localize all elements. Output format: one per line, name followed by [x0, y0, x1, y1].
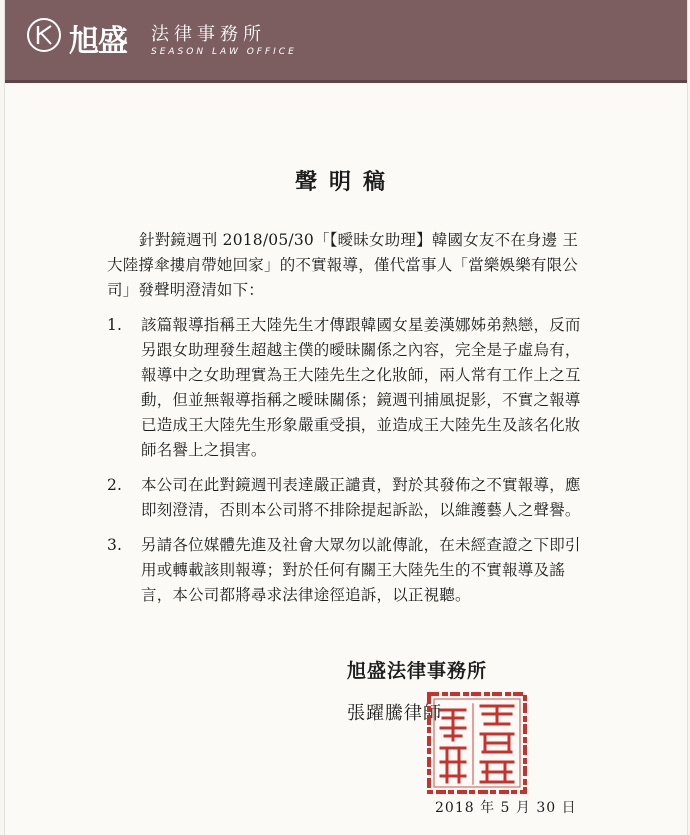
lawyer-seal-stamp [425, 690, 529, 796]
document-page [4, 0, 688, 835]
brand-name: 旭盛 [69, 24, 127, 59]
item-text: 另請各位媒體先進及社會大眾勿以訛傳訛，在未經查證之下即引用或轉載該則報導；對於任何有關王大陸先生的不實報導及謠言，本公司都將尋求法律途徑追訴，以正視聽。 [141, 536, 581, 604]
document-title: 聲明稿 [294, 169, 397, 195]
item-text: 本公司在此對鏡週刊表達嚴正譴責，對於其發佈之不實報導，應即刻澄清，否則本公司將不排除提起訴訟，以維護藝人之聲譽。 [141, 476, 581, 519]
item-number: 3. [107, 536, 123, 554]
intro-paragraph: 針對鏡週刊 2018/05/30「【曖昧女助理】韓國女友不在身邊 王大陸撐傘摟肩帶她回家」的不實報導，僅代當事人「當樂娛樂有限公司」發聲明澄清如下： [107, 231, 579, 299]
item-number: 1. [107, 316, 123, 334]
document-date: 2018 年 5 月 30 日 [435, 800, 577, 816]
statement-item [107, 473, 581, 523]
item-text: 該篇報導指稱王大陸先生才傳跟韓國女星姜漢娜姊弟熱戀，反而另跟女助理發生超越主僕的曖昧關係之內容，完全是子虛烏有，報導中之女助理實為王大陸先生之化妝師，兩人常有工作上之互動，但並無報導指稱之曖昧關係；鏡週刊捕風捉影，不實之報導已造成王大陸先生形象嚴重受損，並造成王大陸先生及該名化妝師名譽上之損害。 [141, 316, 581, 459]
office-name-cn: 法律事務所 [151, 24, 266, 45]
statement-body [107, 228, 581, 618]
item-number: 2. [107, 476, 123, 494]
letterhead [5, 0, 687, 83]
season-logo-icon [27, 18, 61, 52]
office-name-en: SEASON LAW OFFICE [151, 47, 297, 57]
signing-firm: 旭盛法律事務所 [347, 660, 488, 682]
statement-item [107, 313, 581, 463]
signing-lawyer: 張躍騰律師 [347, 703, 442, 724]
statement-item [107, 533, 581, 608]
